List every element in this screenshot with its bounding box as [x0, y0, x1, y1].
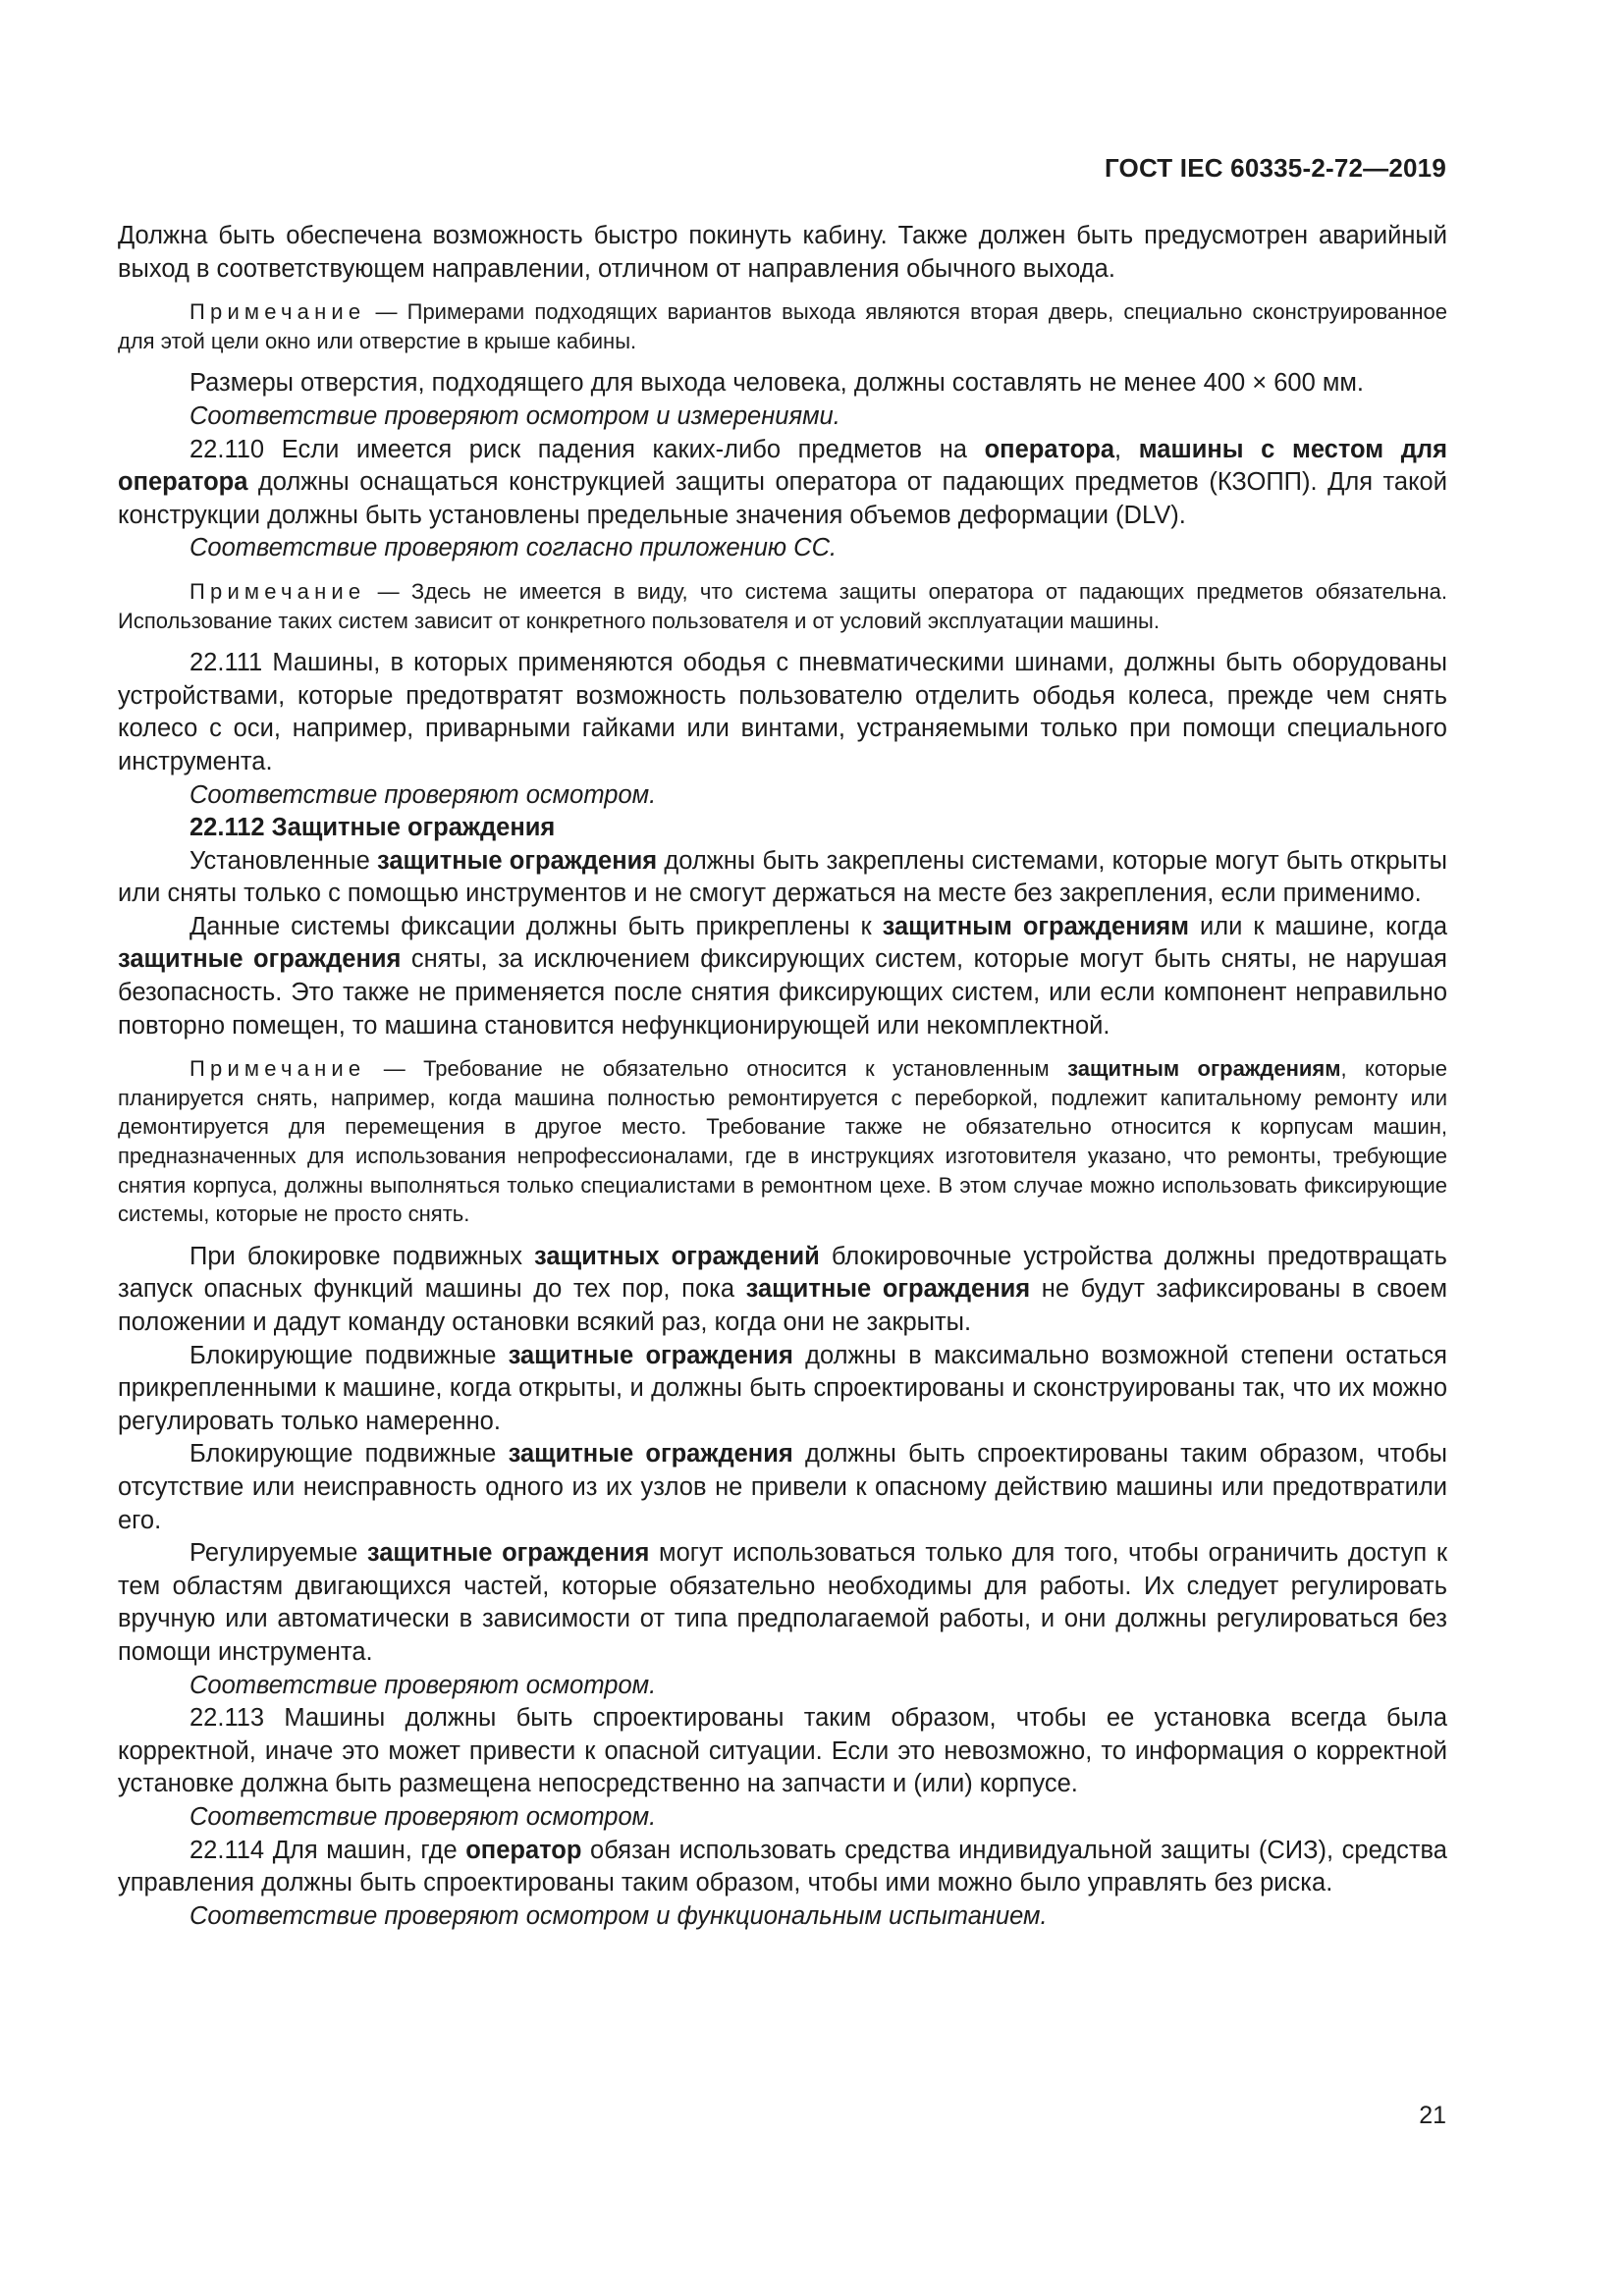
text-run: При блокировке подвижных	[189, 1242, 535, 1270]
paragraph	[118, 1537, 1447, 1669]
defined-term: оператор	[465, 1836, 582, 1864]
defined-term: оператора	[118, 468, 248, 497]
text-run: ,	[1114, 435, 1139, 463]
clause-22-114	[118, 1835, 1447, 1900]
note-paragraph	[118, 577, 1447, 635]
text-run: не будут зафиксированы в своем положении и дадут команду остановки всякий раз, когда они не закрыты.	[118, 1275, 1447, 1336]
text-run: должны в максимально возможной степени остаться прикрепленными к машине, когда открыты, и должны быть спроектированы и сконструированы так, что их можно регулировать только намеренно.	[118, 1341, 1447, 1435]
defined-term: защитные ограждения	[508, 1440, 793, 1468]
paragraph	[118, 1340, 1447, 1439]
note-label: Примечание	[189, 1056, 366, 1082]
page-header-standard-id: ГОСТ IEC 60335-2-72—2019	[1104, 153, 1446, 183]
defined-term: защитные ограждения	[508, 1341, 793, 1369]
defined-term: защитных ограждений	[534, 1242, 820, 1270]
paragraph	[118, 845, 1447, 911]
text-run: должны быть спроектированы таким образом, чтобы отсутствие или неисправность одного из их узлов не привели к опасному действию машины или предотвратили его.	[118, 1440, 1448, 1534]
defined-term: защитным ограждениям	[1067, 1056, 1341, 1082]
note-text: — Требование не обязательно относится к установленным	[365, 1056, 1068, 1082]
paragraph	[118, 1241, 1447, 1340]
clause-22-110	[118, 434, 1447, 533]
text-run: должны быть закреплены системами, которые могут быть открыты или сняты только с помощью инструментов и не смогут держаться на месте без закрепления, если применимо.	[118, 846, 1447, 908]
note-text: , которые планируется снять, например, когда машина полностью ремонтируется с переборкой, подлежит капитальному ремонту или демонтируется для перемещения в другое место. Требование также не обязательно относится к корпусам машин, предназначенных для использования непрофессионалами, где в инструкциях изготовителя указано, что ремонты, требующие снятия корпуса, должны выполняться только специалистами в ремонтном цехе. В этом случае можно использовать фиксирующие системы, которые не просто снять.	[118, 1056, 1447, 1227]
text-run: или к машине, когда	[1189, 912, 1448, 940]
defined-term: машины с местом для	[1138, 435, 1448, 463]
text-run: Установленные	[189, 846, 378, 875]
compliance-check: Соответствие проверяют согласно приложению CC.	[189, 534, 838, 562]
compliance-check: Соответствие проверяют осмотром.	[189, 1802, 657, 1831]
section-heading-22-112: 22.112 Защитные ограждения	[189, 814, 556, 842]
note-paragraph	[118, 297, 1447, 355]
note-text: — Здесь не имеется в виду, что система защиты оператора от падающих предметов обязательна. Использование таких систем зависит от конкретного пользователя и от условий эксплуатации машины.	[118, 578, 1447, 633]
note-label: Примечание	[189, 299, 366, 325]
note-label: Примечание	[189, 578, 366, 604]
compliance-check: Соответствие проверяют осмотром.	[189, 780, 657, 809]
compliance-check: Соответствие проверяют осмотром и функциональным испытанием.	[189, 1901, 1048, 1930]
text-run: должны оснащаться конструкцией защиты оператора от падающих предметов (КЗОПП). Для такой конструкции должны быть установлены предельные значения объемов деформации (DLV).	[118, 468, 1447, 529]
defined-term: защитные ограждения	[366, 1539, 650, 1568]
note-text: — Примерами подходящих вариантов выхода являются вторая дверь, специально сконструированное для этой цели окно или отверстие в крыше кабины.	[118, 299, 1447, 353]
text-run: 22.110 Если имеется риск падения каких-либо предметов на	[189, 435, 985, 463]
note-paragraph	[118, 1054, 1447, 1229]
paragraph: Размеры отверстия, подходящего для выхода человека, должны составлять не менее 400 × 600 мм.	[189, 369, 1364, 398]
paragraph	[118, 1438, 1447, 1537]
paragraph: Должна быть обеспечена возможность быстро покинуть кабину. Также должен быть предусмотрен аварийный выход в соответствующем направлении, отличном от направления обычного выхода.	[118, 222, 1447, 283]
text-run: Данные системы фиксации должны быть прикреплены к	[189, 912, 883, 940]
clause-22-113: 22.113 Машины должны быть спроектированы таким образом, чтобы ее установка всегда была корректной, иначе это может привести к опасной ситуации. Если это невозможно, то информация о корректной установке должна быть размещена непосредственно на запчасти и (или) корпусе.	[118, 1704, 1447, 1798]
compliance-check: Соответствие проверяют осмотром и измерениями.	[189, 401, 840, 430]
text-run: 22.114 Для машин, где	[189, 1836, 466, 1864]
text-run: могут использоваться только для того, чтобы ограничить доступ к тем областям двигающихся частей, которые обязательно необходимы для работы. Их следует регулировать вручную или автоматически в зависимости от типа предполагаемой работы, и они должны регулироваться без помощи инструмента.	[118, 1539, 1447, 1666]
compliance-check: Соответствие проверяют осмотром.	[189, 1671, 657, 1699]
text-run: Блокирующие подвижные	[189, 1341, 509, 1369]
clause-22-111: 22.111 Машины, в которых применяются ободья с пневматическими шинами, должны быть оборудованы устройствами, которые предотвратят возможность пользователю отделить ободья колеса, прежде чем снять колесо с оси, например, приварными гайками или винтами, устраняемыми только при помощи специального инструмента.	[118, 649, 1447, 775]
defined-term: оператора	[984, 435, 1115, 463]
text-run: обязан использовать средства индивидуальной защиты (СИЗ), средства управления должны быть спроектированы таким образом, чтобы ими можно было управлять без риска.	[118, 1836, 1447, 1897]
text-run: блокировочные устройства должны предотвращать запуск опасных функций машины до тех пор, пока	[118, 1242, 1447, 1304]
page-number: 21	[1419, 2102, 1446, 2129]
defined-term: защитные ограждения	[745, 1275, 1031, 1304]
defined-term: защитные ограждения	[377, 846, 658, 875]
text-run: сняты, за исключением фиксирующих систем, которые могут быть сняты, не нарушая безопасность. Это также не применяется после снятия фиксирующих систем, или если компонент неправильно повторно помещен, то машина становится нефункционирующей или некомплектной.	[118, 945, 1447, 1040]
text-run: Блокирующие подвижные	[189, 1440, 509, 1468]
page-content	[118, 220, 1447, 1933]
defined-term: защитные ограждения	[118, 945, 402, 974]
text-run: Регулируемые	[189, 1539, 367, 1568]
paragraph	[118, 911, 1447, 1042]
defined-term: защитным ограждениям	[882, 912, 1190, 940]
